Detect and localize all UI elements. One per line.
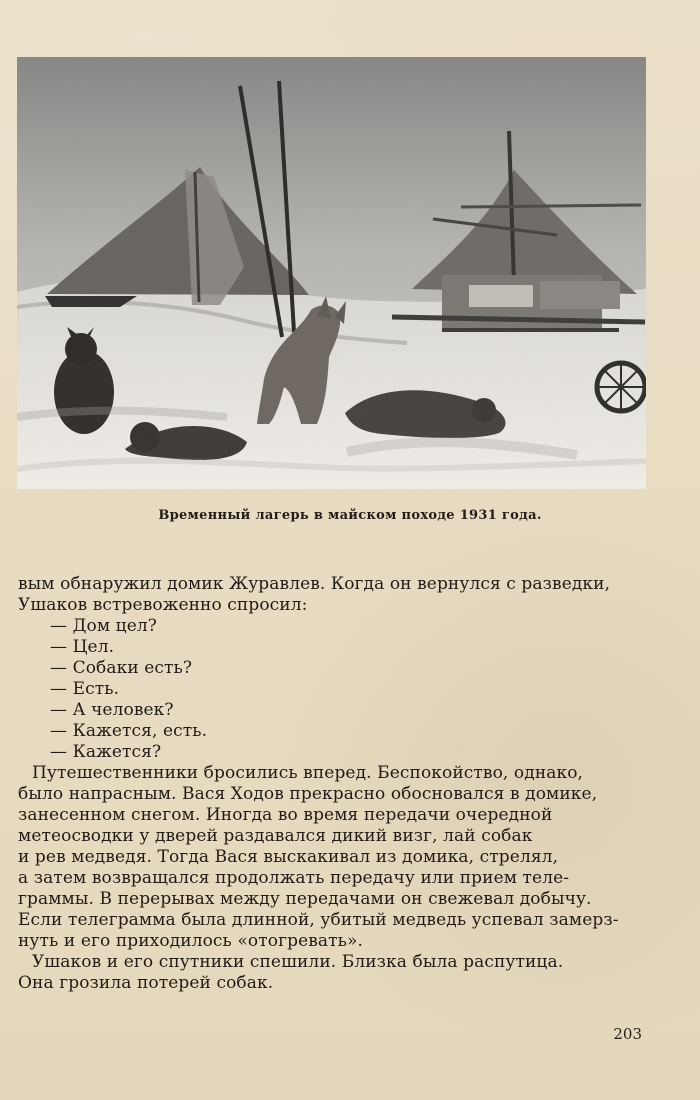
- dialog-line-5: — А человек?: [50, 700, 174, 720]
- text-line-5: занесенном снегом. Иногда во время передачи очередной: [18, 805, 553, 825]
- text-line-4: было напрасным. Вася Ходов прекрасно обосновался в домике,: [18, 784, 598, 804]
- text-line-9: граммы. В перерывах между передачами он свежевал добычу.: [18, 889, 592, 909]
- text-line-6: метеосводки у дверей раздавался дикий визг, лай собак: [18, 826, 533, 846]
- camp-scene-illustration: [17, 57, 646, 489]
- photo-caption: Временный лагерь в майском походе 1931 года.: [158, 508, 542, 523]
- text-line-1: вым обнаружил домик Журавлев. Когда он вернулся с разведки,: [18, 574, 611, 594]
- dialog-line-4: — Есть.: [50, 679, 120, 699]
- dialog-line-2: — Цел.: [50, 637, 115, 657]
- camp-photograph: [17, 57, 646, 489]
- text-line-11: нуть и его приходилось «отогревать».: [18, 931, 364, 951]
- text-line-2: Ушаков встревоженно спросил:: [18, 595, 308, 615]
- text-line-3: Путешественники бросились вперед. Беспокойство, однако,: [32, 763, 584, 783]
- text-line-12: Ушаков и его спутники спешили. Близка была распутица.: [32, 952, 564, 972]
- text-line-7: и рев медведя. Тогда Вася выскакивал из домика, стрелял,: [18, 847, 559, 867]
- dialog-line-1: — Дом цел?: [50, 616, 157, 636]
- photo-grain: [17, 57, 646, 489]
- dialog-line-7: — Кажется?: [50, 742, 162, 762]
- page-number: 203: [613, 1025, 642, 1043]
- text-line-13: Она грозила потерей собак.: [18, 973, 274, 993]
- dialog-line-3: — Собаки есть?: [50, 658, 193, 678]
- body-text: [18, 574, 640, 994]
- text-line-8: а затем возвращался продолжать передачу или прием теле-: [18, 868, 570, 888]
- text-line-10: Если телеграмма была длинной, убитый медведь успевал замерз-: [18, 910, 619, 930]
- dialog-line-6: — Кажется, есть.: [50, 721, 208, 741]
